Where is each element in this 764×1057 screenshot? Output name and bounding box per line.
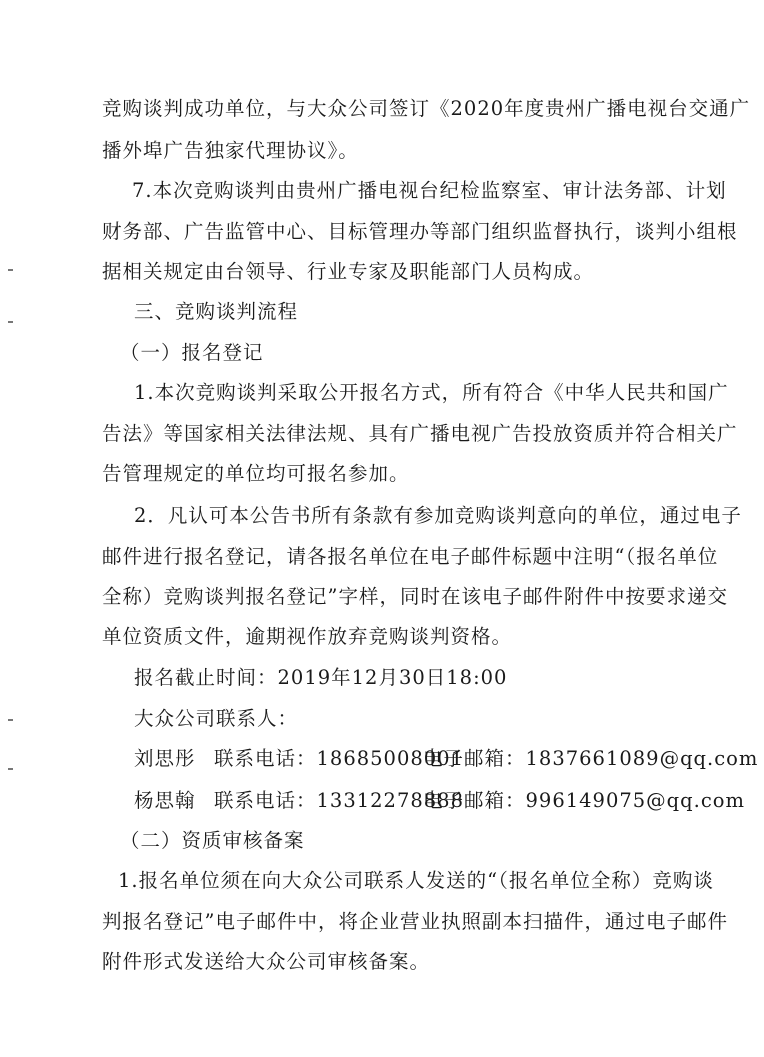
binding-mark — [8, 269, 13, 271]
contact-email: 电子邮箱：1837661089@qq.com — [423, 747, 759, 770]
paragraph-line: 单位资质文件，逾期视作放弃竞购谈判资格。 — [102, 625, 513, 648]
contact-phone: 联系电话：13312278888 — [214, 789, 464, 812]
paragraph-line: 7.本次竞购谈判由贵州广播电视台纪检监察室、审计法务部、计划 — [132, 179, 727, 202]
binding-mark — [8, 321, 13, 323]
paragraph-line: 据相关规定由台领导、行业专家及职能部门人员构成。 — [102, 260, 595, 283]
contact-heading: 大众公司联系人： — [134, 707, 299, 730]
paragraph-line: 全称）竞购谈判报名登记”字样，同时在该电子邮件附件中按要求递交 — [102, 585, 728, 608]
paragraph-line: 2．凡认可本公告书所有条款有参加竞购谈判意向的单位，通过电子 — [134, 504, 742, 527]
deadline-line: 报名截止时间：2019年12月30日18:00 — [134, 666, 508, 689]
contact-name: 刘思彤 — [134, 747, 196, 770]
paragraph-line: 1.报名单位须在向大众公司联系人发送的“（报名单位全称）竞购谈 — [118, 869, 714, 892]
contact-name: 杨思翰 — [134, 789, 196, 812]
paragraph-line: 判报名登记”电子邮件中，将企业营业执照副本扫描件，通过电子邮件 — [102, 910, 728, 933]
paragraph-line: 财务部、广告监管中心、目标管理办等部门组织监督执行，谈判小组根 — [102, 220, 738, 243]
contact-email: 电子邮箱：996149075@qq.com — [423, 789, 745, 812]
section-heading: 三、竞购谈判流程 — [134, 300, 299, 323]
paragraph-line: 竞购谈判成功单位，与大众公司签订《2020年度贵州广播电视台交通广 — [102, 97, 751, 120]
subsection-heading: （二）资质审核备案 — [120, 829, 305, 852]
paragraph-line: 告法》等国家相关法律法规、具有广播电视广告投放资质并符合相关广 — [102, 422, 738, 445]
paragraph-line: 告管理规定的单位均可报名参加。 — [102, 462, 410, 485]
contact-phone: 联系电话：18685008001 — [214, 747, 464, 770]
subsection-heading: （一）报名登记 — [120, 341, 264, 364]
paragraph-line: 附件形式发送给大众公司审核备案。 — [102, 950, 431, 973]
binding-mark — [8, 719, 13, 721]
paragraph-line: 播外埠广告独家代理协议》。 — [102, 139, 359, 162]
paragraph-line: 1.本次竞购谈判采取公开报名方式，所有符合《中华人民共和国广 — [134, 381, 729, 404]
binding-mark — [8, 768, 13, 770]
paragraph-line: 邮件进行报名登记，请各报名单位在电子邮件标题中注明“（报名单位 — [102, 545, 719, 568]
